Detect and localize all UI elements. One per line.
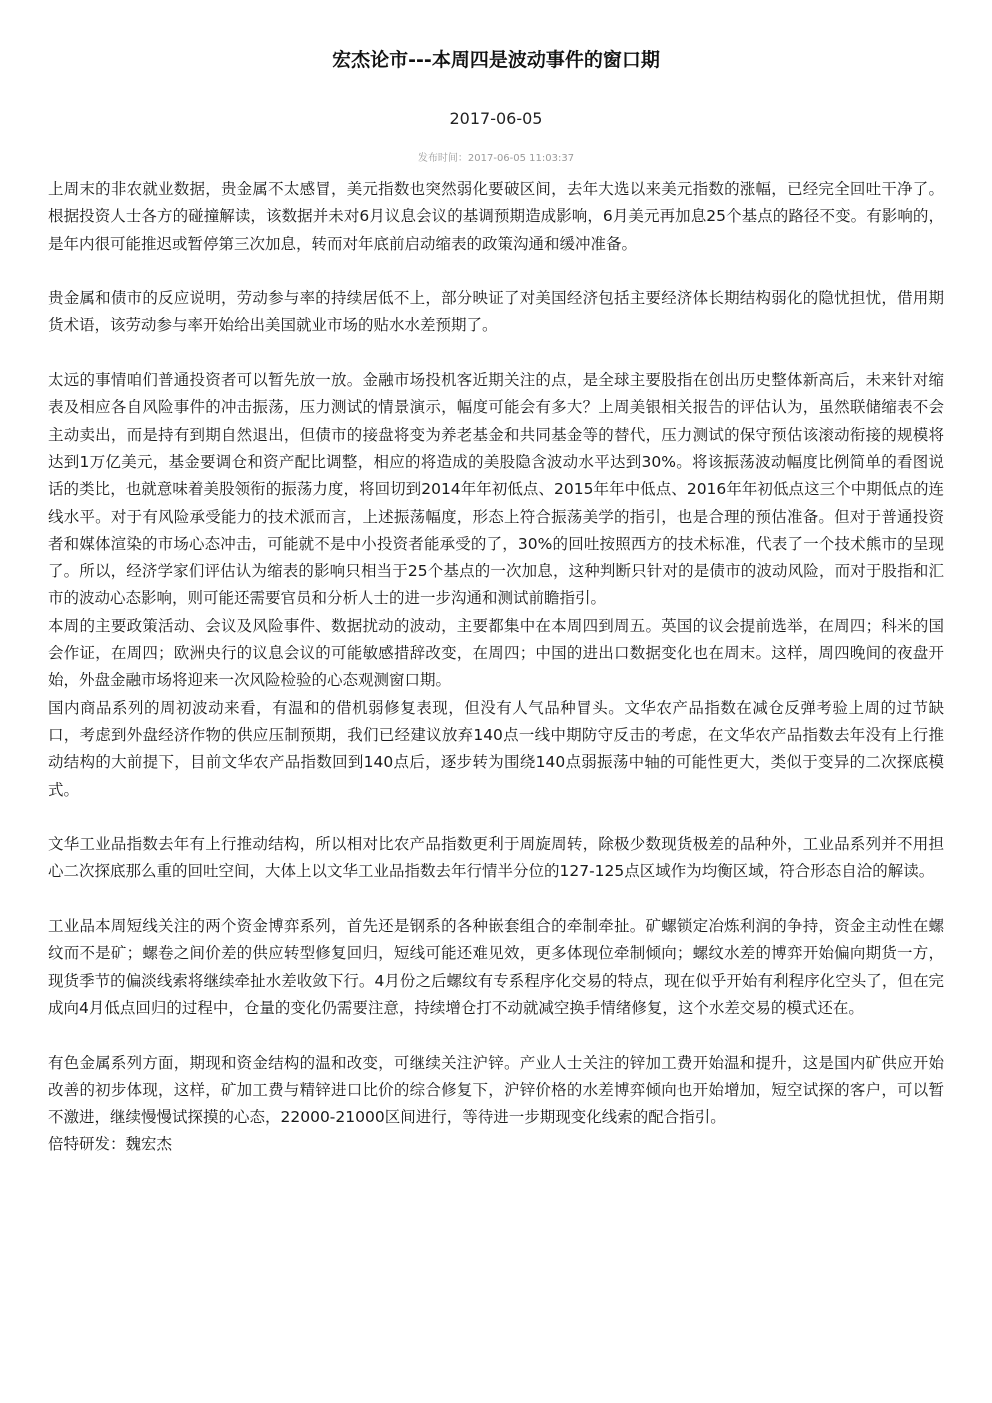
paragraph-3: 太远的事情咱们普通投资者可以暂先放一放。金融市场投机客近期关注的点，是全球主要股指在创出历史整体新高后，未来针对缩表及相应各自风险事件的冲击振荡，压力测试的情景演示，幅度可能会有多大？上周美银相关报告的评估认为，虽然联储缩表不会主动卖出，而是持有到期自然退出，但债市的接盘将变为养老基金和共同基金等的替代，压力测试的保守预估该滚动衔接的规模将达到1万亿美元，基金要调仓和资产配比调整，相应的将造成的美股隐含波动水平达到30%。将该振荡波动幅度比例简单的看图说话的类比，也就意味着美股领衔的振荡力度，将回切到2014年年初低点、2015年年中低点、2016年年初低点这三个中期低点的连线水平。对于有风险承受能力的技术派而言，上述振荡幅度，形态上符合振荡美学的指引，也是合理的预估准备。但对于普通投资者和媒体渲染的市场心态冲击，可能就不是中小投资者能承受的了，30%的回吐按照西方的技术标准，代表了一个技术熊市的呈现了。所以，经济学家们评估认为缩表的影响只相当于25个基点的一次加息，这种判断只针对的是债市的波动风险，而对于股指和汇市的波动心态影响，则可能还需要官员和分析人士的进一步沟通和测试前瞻指引。 bbox=[48, 371, 944, 608]
paragraph-spacer bbox=[48, 804, 944, 831]
paragraph-4: 本周的主要政策活动、会议及风险事件、数据扰动的波动，主要都集中在本周四到周五。英国的议会提前选举，在周四；科米的国会作证，在周四；欧洲央行的议息会议的可能敏感措辞改变，在周四；中国的进出口数据变化也在周末。这样，周四晚间的夜盘开始，外盘金融市场将迎来一次风险检验的心态观测窗口期。 bbox=[48, 616, 944, 690]
paragraph-spacer bbox=[48, 258, 944, 285]
article-body bbox=[48, 176, 944, 1159]
paragraph-spacer bbox=[48, 886, 944, 913]
paragraph-spacer bbox=[48, 340, 944, 367]
paragraph-6: 文华工业品指数去年有上行推动结构，所以相对比农产品指数更利于周旋周转，除极少数现货极差的品种外，工业品系列并不用担心二次探底那么重的回吐空间，大体上以文华工业品指数去年行情半分位的127-125点区域作为均衡区域，符合形态自洽的解读。 bbox=[48, 835, 944, 881]
paragraph-5: 国内商品系列的周初波动来看，有温和的借机弱修复表现，但没有人气品种冒头。文华农产品指数在减仓反弹考验上周的过节缺口，考虑到外盘经济作物的供应压制预期，我们已经建议放弃140点一线中期防守反击的考虑，在文华农产品指数去年没有上行推动结构的大前提下，目前文华农产品指数回到140点后，逐步转为围绕140点弱振荡中轴的可能性更大，类似于变异的二次探底模式。 bbox=[48, 698, 944, 799]
article-author: 倍特研发：魏宏杰 bbox=[48, 1135, 173, 1154]
paragraph-spacer bbox=[48, 1022, 944, 1049]
publish-time-line bbox=[48, 152, 944, 166]
paragraph-2: 贵金属和债市的反应说明，劳动参与率的持续居低不上，部分映证了对美国经济包括主要经济体长期结构弱化的隐忧担忧，借用期货术语，该劳动参与率开始给出美国就业市场的贴水水差预期了。 bbox=[48, 289, 944, 335]
paragraph-1: 上周末的非农就业数据，贵金属不太感冒，美元指数也突然弱化要破区间，去年大选以来美元指数的涨幅，已经完全回吐干净了。根据投资人士各方的碰撞解读，该数据并未对6月议息会议的基调预期造成影响，6月美元再加息25个基点的路径不变。有影响的，是年内很可能推迟或暂停第三次加息，转而对年底前启动缩表的政策沟通和缓冲准备。 bbox=[48, 180, 944, 253]
publish-time-label: 发布时间： bbox=[417, 153, 468, 164]
article-page bbox=[48, 0, 944, 1159]
article-title: 宏杰论市---本周四是波动事件的窗口期 bbox=[332, 49, 660, 71]
article-date: 2017-06-05 bbox=[449, 109, 543, 128]
paragraph-8: 有色金属系列方面，期现和资金结构的温和改变，可继续关注沪锌。产业人士关注的锌加工费开始温和提升，这是国内矿供应开始改善的初步体现，这样，矿加工费与精锌进口比价的综合修复下，沪锌价格的水差博弈倾向也开始增加，短空试探的客户，可以暂不激进，继续慢慢试探摸的心态，22000-21000区间进行，等待进一步期现变化线索的配合指引。 bbox=[48, 1053, 944, 1127]
paragraph-7: 工业品本周短线关注的两个资金博弈系列，首先还是钢系的各种嵌套组合的牵制牵扯。矿螺锁定冶炼利润的争持，资金主动性在螺纹而不是矿；螺卷之间价差的供应转型修复回归，短线可能还难见效，更多体现位牵制倾向；螺纹水差的博弈开始偏向期货一方，现货季节的偏淡线索将继续牵扯水差收敛下行。4月份之后螺纹有专系程序化交易的特点，现在似乎开始有利程序化空头了，但在完成向4月低点回归的过程中，仓量的变化仍需要注意，持续增仓打不动就减空换手情绪修复，这个水差交易的模式还在。 bbox=[48, 917, 944, 1017]
publish-time-value: 2017-06-05 11:03:37 bbox=[467, 153, 575, 164]
